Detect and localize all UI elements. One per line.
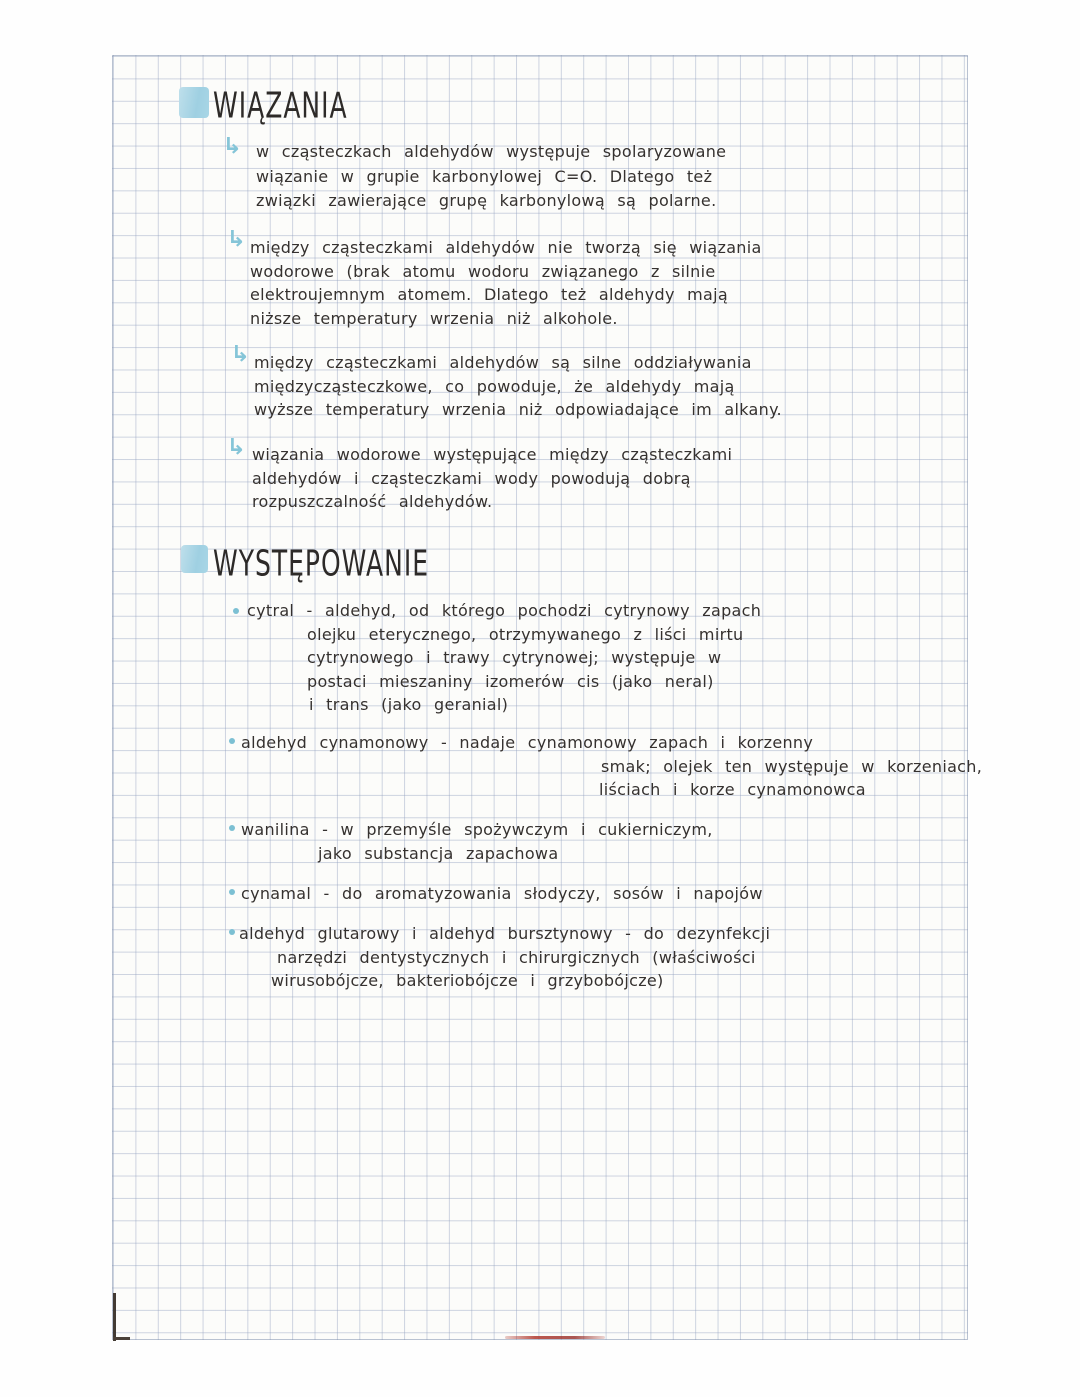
note-line: między cząsteczkami aldehydów są silne oddziaływania bbox=[254, 353, 752, 372]
note-paragraph bbox=[256, 140, 726, 214]
note-line: olejku eterycznego, otrzymywanego z liści mirtu bbox=[307, 624, 744, 644]
note-paragraph bbox=[241, 882, 763, 906]
arrow-bullet-icon: ↳ bbox=[226, 435, 246, 460]
note-line: wiązanie w grupie karbonylowej C=O. Dlatego też bbox=[256, 166, 713, 186]
note-paragraph bbox=[241, 818, 713, 865]
note-paragraph bbox=[252, 443, 732, 514]
note-paragraph bbox=[239, 922, 770, 993]
note-line: smak; olejek ten występuje w korzeniach, bbox=[601, 756, 983, 776]
arrow-bullet-icon: ↳ bbox=[230, 342, 250, 367]
note-line: rozpuszczalność aldehydów. bbox=[252, 492, 493, 511]
note-line: w cząsteczkach aldehydów występuje spolaryzowane bbox=[256, 142, 727, 161]
page-edge-mark bbox=[113, 1337, 130, 1340]
note-line: cytrynowego i trawy cytrynowej; występuje w bbox=[307, 648, 722, 667]
note-line: związki zawierające grupę karbonylową są polarne. bbox=[256, 191, 717, 210]
graph-paper bbox=[112, 55, 983, 1340]
section-heading-wystepowanie: WYSTĘPOWANIE bbox=[213, 543, 430, 585]
dot-bullet-icon bbox=[229, 825, 235, 831]
note-paragraph bbox=[250, 236, 762, 330]
dot-bullet-icon bbox=[233, 608, 239, 614]
highlight-square-icon bbox=[179, 87, 209, 118]
arrow-bullet-icon: ↳ bbox=[222, 134, 242, 159]
note-paragraph bbox=[241, 731, 982, 802]
section-heading-wiazania: WIĄZANIA bbox=[213, 85, 348, 127]
note-line: i trans (jako geranial) bbox=[309, 695, 509, 714]
note-line: wodorowe (brak atomu wodoru związanego z silnie bbox=[250, 261, 716, 281]
note-line: między cząsteczkami aldehydów nie tworzą się wiązania bbox=[250, 238, 762, 257]
red-underline-mark bbox=[505, 1336, 605, 1339]
arrow-bullet-icon: ↳ bbox=[226, 227, 246, 252]
dot-bullet-icon bbox=[229, 929, 235, 935]
note-paragraph bbox=[254, 351, 782, 422]
note-paragraph bbox=[247, 599, 761, 717]
dot-bullet-icon bbox=[229, 889, 235, 895]
note-line: wirusobójcze, bakteriobójcze i grzybobójcze) bbox=[271, 971, 664, 990]
note-line: elektroujemnym atomem. Dlatego też aldehydy mają bbox=[250, 285, 728, 304]
note-line: wiązania wodorowe występujące między cząsteczkami bbox=[252, 445, 733, 464]
note-line: liściach i korze cynamonowca bbox=[599, 780, 866, 799]
note-line: wanilina - w przemyśle spożywczym i cukierniczym, bbox=[241, 820, 713, 839]
note-line: cytral - aldehyd, od którego pochodzi cytrynowy zapach bbox=[247, 601, 762, 620]
note-line: wyższe temperatury wrzenia niż odpowiadające im alkany. bbox=[254, 400, 782, 419]
highlight-square-icon bbox=[181, 545, 208, 573]
note-line: narzędzi dentystycznych i chirurgicznych (właściwości bbox=[277, 947, 756, 967]
note-line: jako substancja zapachowa bbox=[318, 843, 559, 863]
note-line: cynamal - do aromatyzowania słodyczy, sosów i napojów bbox=[241, 884, 763, 903]
page-edge-mark bbox=[113, 1293, 116, 1341]
note-line: postaci mieszaniny izomerów cis (jako neral) bbox=[307, 671, 714, 691]
note-line: aldehydów i cząsteczkami wody powodują dobrą bbox=[252, 468, 691, 488]
note-line: niższe temperatury wrzenia niż alkohole. bbox=[250, 308, 618, 328]
dot-bullet-icon bbox=[229, 738, 235, 744]
note-line: aldehyd cynamonowy - nadaje cynamonowy zapach i korzenny bbox=[241, 733, 814, 752]
note-line: aldehyd glutarowy i aldehyd bursztynowy - do dezynfekcji bbox=[239, 924, 771, 943]
note-line: międzycząsteczkowe, co powoduje, że aldehydy mają bbox=[254, 376, 735, 396]
